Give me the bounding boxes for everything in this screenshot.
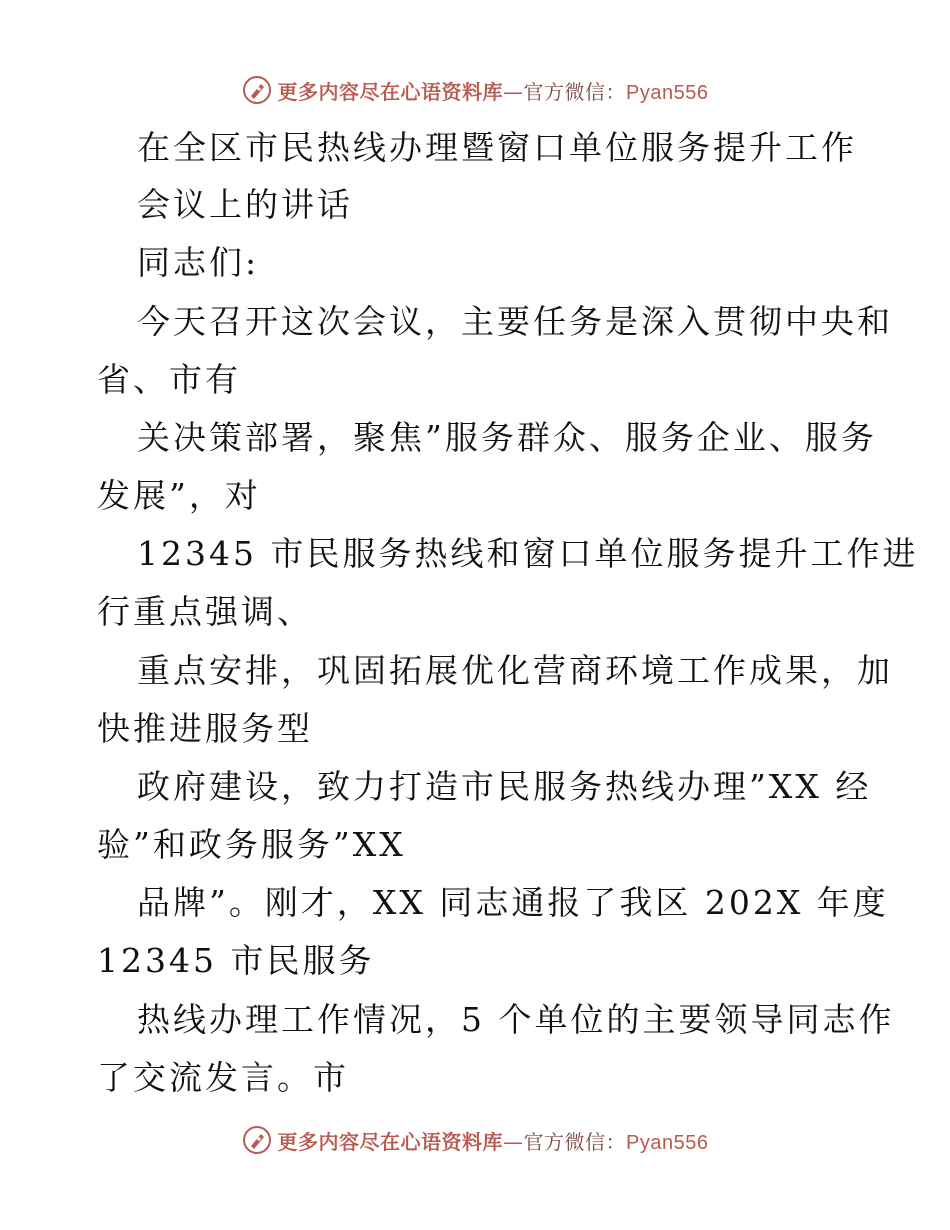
watermark-separator: — bbox=[503, 79, 524, 104]
paragraph-line: 热线办理工作情况，5 个单位的主要领导同志作 bbox=[137, 1000, 895, 1039]
paragraph-line: 行重点强调、 bbox=[97, 592, 313, 631]
watermark-brand: 更多内容尽在心语资料库 bbox=[277, 1129, 504, 1154]
watermark-account-id: Pyan556 bbox=[626, 81, 709, 104]
paragraph-line: 验”和政务服务”XX bbox=[97, 825, 406, 864]
footer-watermark bbox=[0, 1120, 950, 1160]
paragraph-line: 重点安排，巩固拓展优化营商环境工作成果，加 bbox=[137, 651, 893, 690]
title-line-1: 在全区市民热线办理暨窗口单位服务提升工作 bbox=[137, 128, 857, 167]
watermark-brand: 更多内容尽在心语资料库 bbox=[277, 79, 504, 104]
paragraph-line: 品牌”。刚才，XX 同志通报了我区 202X 年度 bbox=[137, 883, 889, 922]
paragraph-line: 发展”，对 bbox=[97, 476, 261, 515]
title-line-2: 会议上的讲话 bbox=[137, 185, 353, 224]
pen-nib-logo-icon bbox=[242, 75, 272, 105]
paragraph-line: 了交流发言。市 bbox=[97, 1058, 349, 1097]
watermark-account-label: 官方微信： bbox=[523, 79, 627, 104]
paragraph-line: 省、市有 bbox=[97, 360, 241, 399]
paragraph-line: 今天召开这次会议，主要任务是深入贯彻中央和 bbox=[137, 302, 893, 341]
paragraph-line: 关决策部署，聚焦”服务群众、服务企业、服务 bbox=[137, 418, 877, 457]
paragraph-line: 政府建设，致力打造市民服务热线办理”XX 经 bbox=[137, 767, 872, 806]
watermark-separator: — bbox=[503, 1129, 524, 1154]
salutation: 同志们: bbox=[137, 243, 260, 282]
paragraph-line: 12345 市民服务 bbox=[97, 941, 375, 980]
watermark-account-label: 官方微信： bbox=[523, 1129, 627, 1154]
paragraph-line: 12345 市民服务热线和窗口单位服务提升工作进 bbox=[137, 534, 919, 573]
header-watermark bbox=[0, 70, 950, 110]
paragraph-line: 快推进服务型 bbox=[97, 709, 313, 748]
watermark-account-id: Pyan556 bbox=[626, 1131, 709, 1154]
pen-nib-logo-icon bbox=[242, 1125, 272, 1155]
